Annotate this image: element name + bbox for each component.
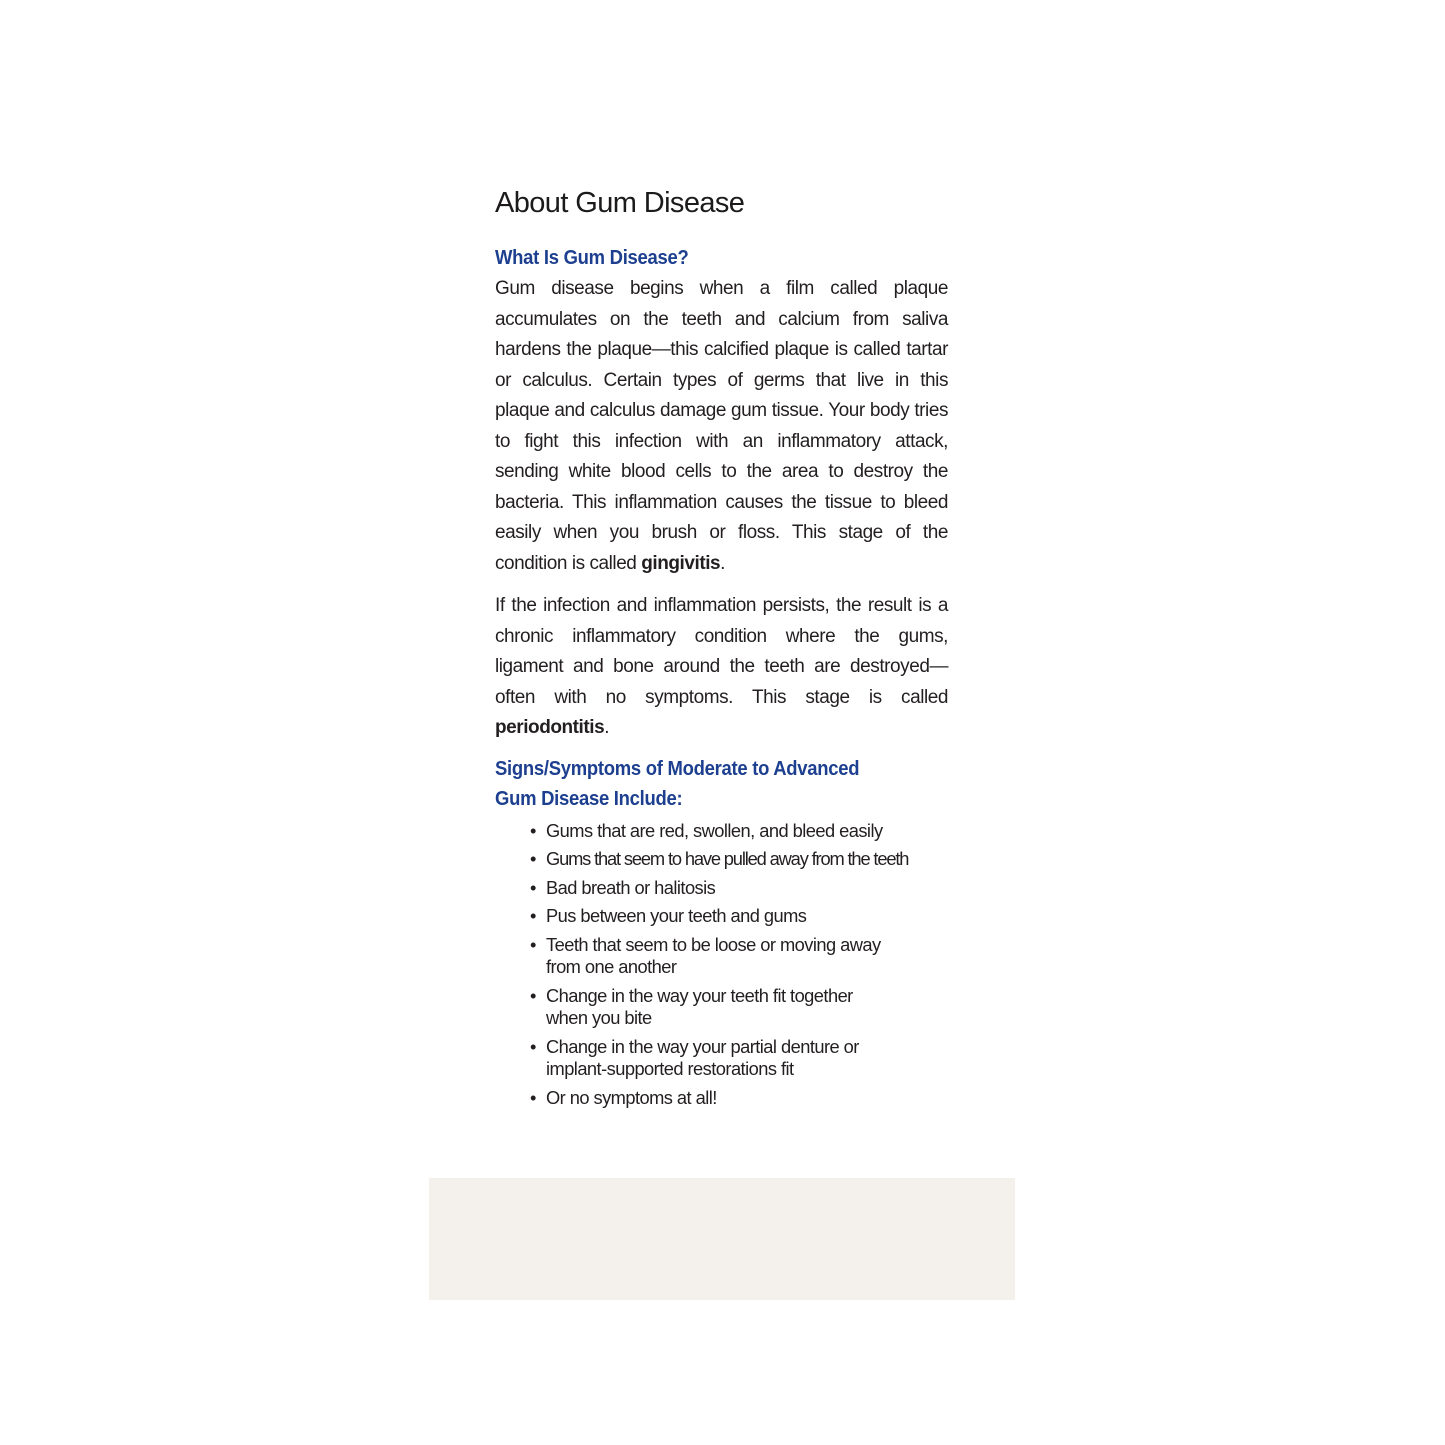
list-item: • Gums that seem to have pulled away from the teeth — [530, 848, 948, 871]
section-heading-what-is: What Is Gum Disease? — [495, 246, 689, 269]
heading-line: Gum Disease Include: — [495, 786, 683, 810]
term-gingivitis: gingivitis — [641, 552, 721, 574]
paragraph-end: . — [720, 552, 726, 574]
list-item: • Pus between your teeth and gums — [530, 905, 948, 928]
symptoms-list — [495, 820, 948, 1110]
list-item: • Gums that are red, swollen, and bleed easily — [530, 820, 948, 843]
paragraph-gingivitis — [495, 274, 948, 579]
footer-panel — [429, 1178, 1015, 1300]
paragraph-end: . — [604, 717, 610, 738]
paragraph-text: Gum disease begins when a film called plaque accumulates on the teeth and calcium from saliva hardens the plaque—this calcified plaque is called tartar or calculus. Certain types of germs that live in this plaque and calculus damage gum tissue. Your body tries to fight this infection with an inflammatory attack, sending white blood cells to the area to destroy the bacteria. This inflammation causes the tissue to bleed easily when you brush or floss. This stage of the condition is called — [495, 278, 948, 574]
paragraph-periodontitis — [495, 591, 948, 744]
list-item: • Change in the way your partial denture or implant-supported restorations fit — [530, 1036, 891, 1081]
content-column — [495, 185, 948, 1115]
list-item: • Teeth that seem to be loose or moving away from one another — [530, 934, 901, 979]
page-title: About Gum Disease — [495, 187, 745, 219]
list-item: • Change in the way your teeth fit together when you bite — [530, 985, 891, 1030]
list-item: • Bad breath or halitosis — [530, 877, 948, 900]
term-periodontitis: periodontitis — [495, 717, 605, 738]
list-item: • Or no symptoms at all! — [530, 1087, 948, 1110]
section-heading-symptoms — [495, 754, 903, 814]
heading-line: Signs/Symptoms of Moderate to Advanced — [495, 756, 860, 780]
paragraph-text: If the infection and inflammation persists, the result is a chronic inflammatory condition where the gums, ligament and bone around the teeth are destroyed—often with no symptoms. This stage is called — [495, 595, 948, 708]
